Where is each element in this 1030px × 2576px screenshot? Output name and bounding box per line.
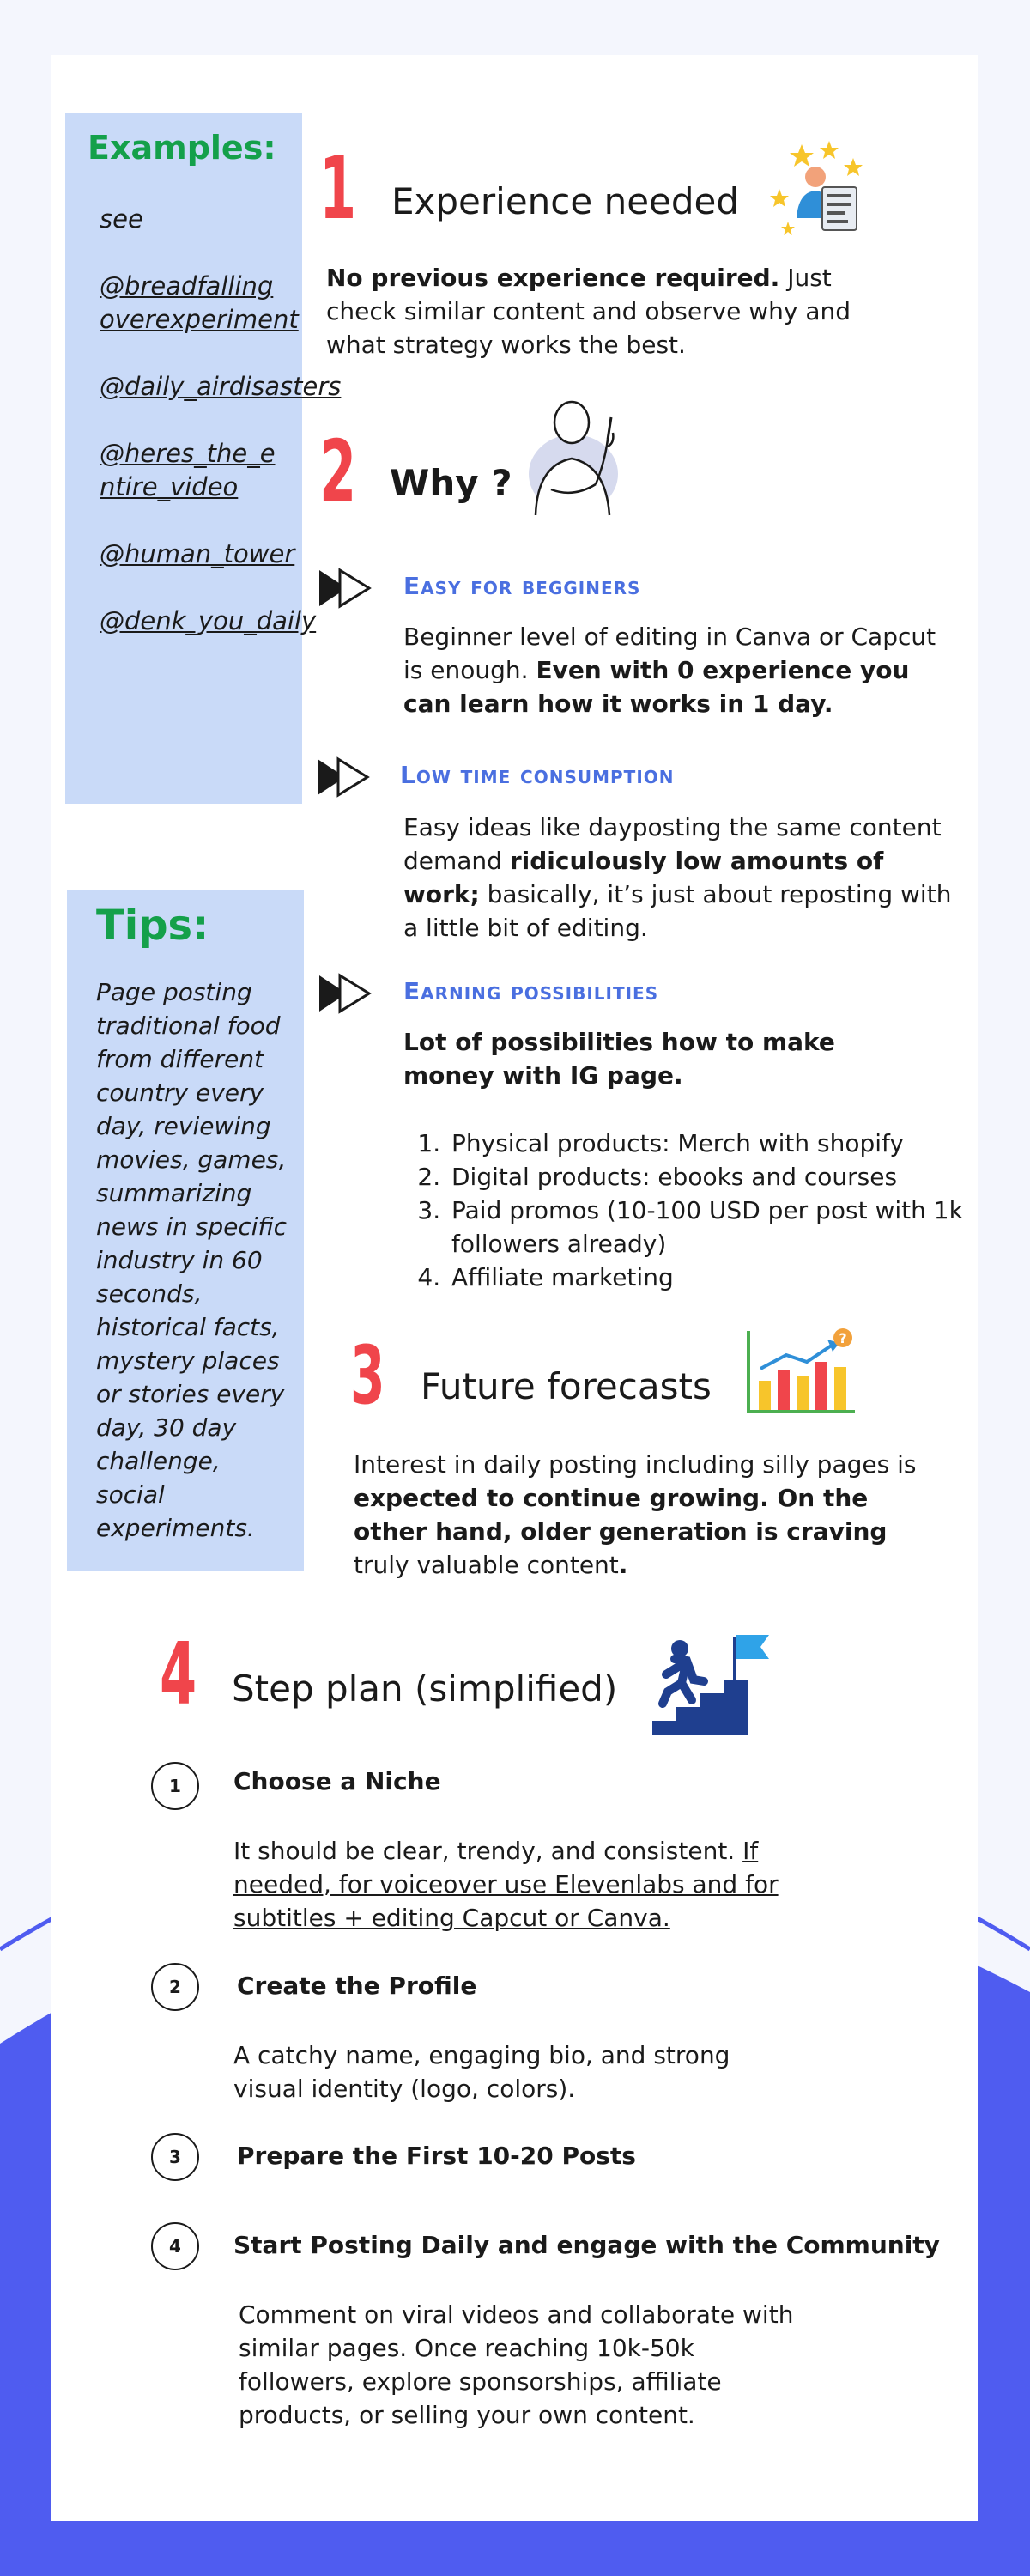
point-low-pre: Easy ideas like dayposting the same content demand	[403, 813, 942, 875]
step-1-underline: If needed, for voiceover use Elevenlabs and for subtitles + editing Capcut or Canva.	[233, 1837, 779, 1932]
list-item: 2. Digital products: ebooks and courses	[448, 1160, 997, 1194]
thinking-man-icon	[525, 395, 635, 524]
forecast-text	[354, 1448, 937, 1582]
step-number-1: 1	[151, 1762, 199, 1810]
step-1-text: It should be clear, trendy, and consistent.	[233, 1837, 743, 1865]
handle-link-2[interactable]: @daily_airdisasters	[100, 372, 342, 401]
point-text-low-time	[403, 811, 953, 945]
step-number-2: 2	[151, 1963, 199, 2011]
examples-title: Examples:	[88, 129, 276, 167]
point-low-bold: ridiculously low amounts of work;	[403, 847, 884, 908]
section-number-3: 3	[350, 1329, 385, 1423]
examples-list	[100, 203, 342, 671]
svg-text:?: ?	[839, 1330, 847, 1346]
earning-list	[403, 1127, 997, 1294]
point-earning-bold: Lot of possibilities how to make money with IG page.	[403, 1028, 835, 1090]
list-item: 4. Affiliate marketing	[448, 1261, 997, 1294]
double-arrow-icon	[318, 972, 378, 1015]
point-title-earning: Earning possibilities	[403, 977, 659, 1005]
section-title-why: Why ?	[390, 462, 512, 504]
step-title-3: Prepare the First 10-20 Posts	[237, 2142, 636, 2170]
step-title-2: Create the Profile	[237, 1971, 477, 2000]
experience-person-stars-icon	[767, 137, 867, 237]
step-text-1	[233, 1834, 800, 1935]
step-text-2: A catchy name, engaging bio, and strong visual identity (logo, colors).	[233, 2041, 730, 2103]
step-number-4: 4	[151, 2222, 199, 2270]
step-number-3: 3	[151, 2133, 199, 2181]
list-item: 1. Physical products: Merch with shopify	[448, 1127, 997, 1160]
forecast-end: .	[618, 1551, 628, 1579]
double-arrow-icon	[318, 567, 378, 610]
experience-rest: Just check similar content and observe why and what strategy works the best.	[326, 264, 851, 359]
see-label: see	[100, 204, 143, 234]
section-title-experience: Experience needed	[391, 180, 740, 222]
point-text-earning	[403, 1025, 918, 1092]
forecast-pre: Interest in daily posting including silly pages is	[354, 1450, 917, 1479]
forecast-bold: expected to continue growing. On the other hand, older generation is craving	[354, 1484, 888, 1546]
double-arrow-icon	[316, 756, 376, 799]
step-text-4: Comment on viral videos and collaborate with similar pages. Once reaching 10k-50k followers, explore sponsorships, affiliate products, or selling your own content.	[239, 2300, 794, 2429]
section-number-2: 2	[319, 422, 357, 522]
step-title-4: Start Posting Daily and engage with the Community	[233, 2231, 940, 2259]
section-title-step-plan: Step plan (simplified)	[232, 1668, 618, 1710]
experience-bold: No previous experience required.	[326, 264, 780, 292]
tips-box	[67, 890, 304, 1571]
forecast-post: truly valuable content	[354, 1551, 619, 1579]
point-text-easy	[403, 620, 953, 720]
point-title-low-time: Low time consumption	[400, 761, 675, 789]
handle-link-4[interactable]: @human_tower	[100, 539, 295, 568]
tips-title: Tips:	[96, 902, 209, 950]
section-title-forecasts: Future forecasts	[421, 1365, 712, 1407]
point-easy-pre: Beginner level of editing in Canva or Capcut is enough.	[403, 623, 936, 684]
tips-text: Page posting traditional food from different country every day, reviewing movies, games, summarizing news in specific industry in 60 seconds, historical facts, mystery places or stories every day, 30 day challenge, social experiments.	[96, 978, 288, 1542]
list-item: 3. Paid promos (10-100 USD per post with 1k followers already)	[448, 1194, 997, 1261]
handle-link-1[interactable]: @breadfalling overexperiment	[100, 271, 299, 334]
section-number-4: 4	[160, 1624, 197, 1724]
handle-link-5[interactable]: @denk_you_daily	[100, 606, 317, 635]
step-title-1: Choose a Niche	[233, 1767, 441, 1795]
point-low-post: basically, it’s just about reposting with a little bit of editing.	[403, 880, 952, 942]
point-easy-bold: Even with 0 experience you can learn how it works in 1 day.	[403, 656, 910, 718]
bar-chart-icon	[745, 1327, 858, 1415]
experience-text	[326, 261, 893, 361]
examples-box	[65, 113, 342, 804]
stairs-flag-icon	[649, 1631, 774, 1738]
handle-link-3[interactable]: @heres_the_entire_video	[100, 439, 276, 501]
section-number-1: 1	[319, 138, 357, 239]
point-title-easy: Easy for begginers	[403, 572, 641, 600]
